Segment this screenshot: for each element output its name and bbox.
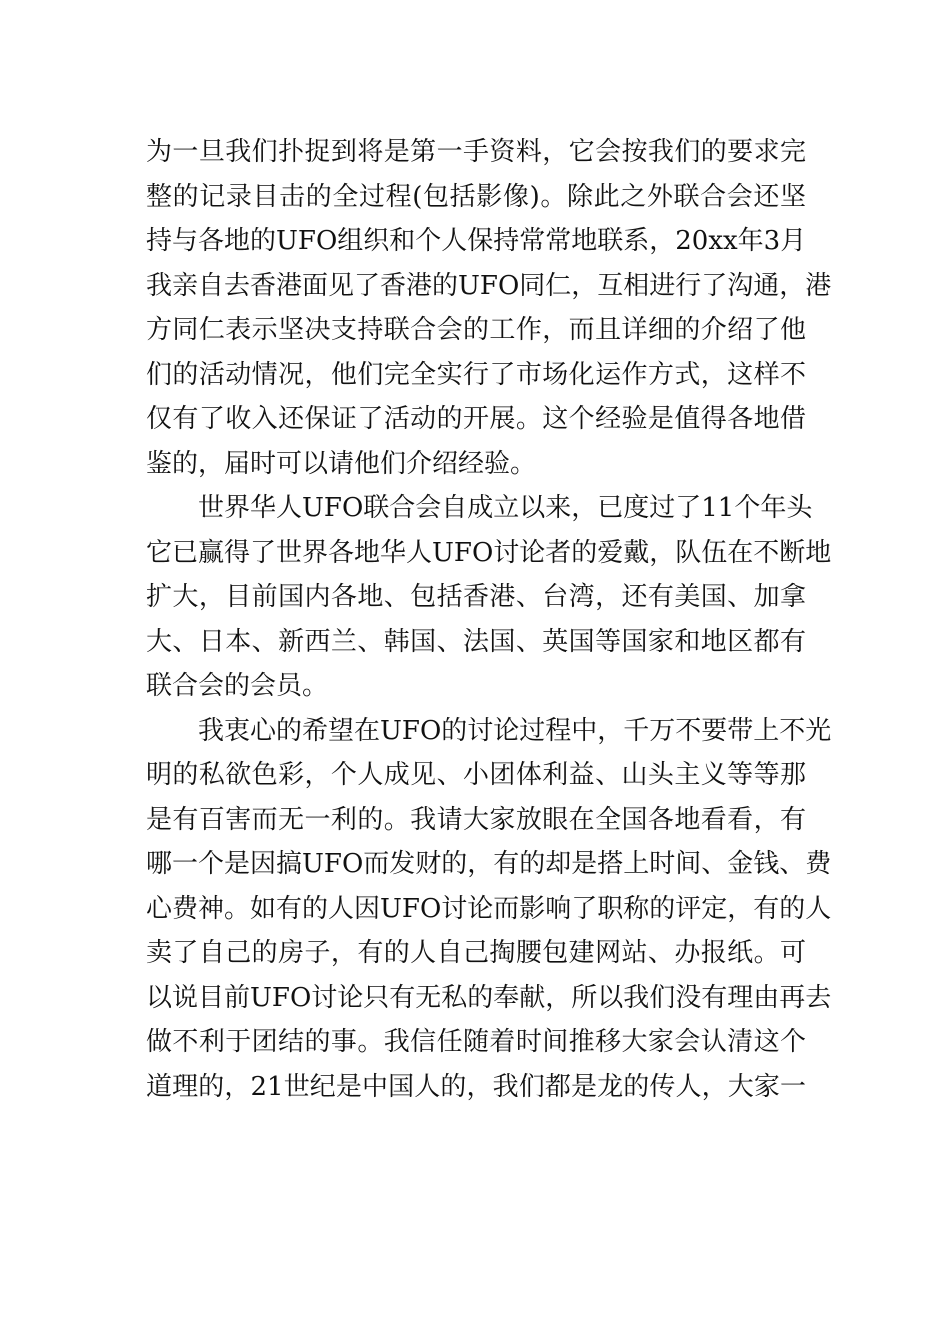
text-line: 明的私欲色彩，个人成见、小团体利益、山头主义等等那 xyxy=(146,760,806,790)
text-line: 鉴的，届时可以请他们介绍经验。 xyxy=(146,448,537,479)
text-line: 整的记录目击的全过程(包括影像)。除此之外联合会还坚 xyxy=(146,181,806,212)
text-line: 我亲自去香港面见了香港的UFO同仁，互相进行了沟通，港 xyxy=(146,270,832,301)
text-line: 方同仁表示坚决支持联合会的工作，而且详细的介绍了他 xyxy=(146,315,806,345)
text-line: 做不利于团结的事。我信任随着时间推移大家会认清这个 xyxy=(146,1027,806,1057)
paragraph-2 xyxy=(146,486,832,709)
paragraph-1 xyxy=(146,130,832,486)
text-line: 大、日本、新西兰、韩国、法国、英国等国家和地区都有 xyxy=(146,626,806,657)
text-line: 哪一个是因搞UFO而发财的，有的却是搭上时间、金钱、费 xyxy=(146,849,832,879)
text-line: 心费神。如有的人因UFO讨论而影响了职称的评定，有的人 xyxy=(146,893,832,924)
text-line: 为一旦我们扑捉到将是第一手资料，它会按我们的要求完 xyxy=(146,137,806,167)
paragraph-3 xyxy=(146,709,832,1110)
text-line: 们的活动情况，他们完全实行了市场化运作方式，这样不 xyxy=(146,359,806,390)
text-line: 仅有了收入还保证了活动的开展。这个经验是值得各地借 xyxy=(146,404,806,434)
text-line: 卖了自己的房子，有的人自己掏腰包建网站、办报纸。可 xyxy=(146,938,806,968)
text-line: 持与各地的UFO组织和个人保持常常地联系，20xx年3月 xyxy=(146,226,807,256)
text-line: 世界华人UFO联合会自成立以来，已度过了11个年头 xyxy=(198,493,813,523)
text-line: 扩大，目前国内各地、包括香港、台湾，还有美国、加拿 xyxy=(146,582,806,612)
text-line: 道理的，21世纪是中国人的，我们都是龙的传人，大家一 xyxy=(146,1071,806,1102)
text-line: 是有百害而无一利的。我请大家放眼在全国各地看看，有 xyxy=(146,804,806,835)
text-line: 以说目前UFO讨论只有无私的奉献，所以我们没有理由再去 xyxy=(146,982,832,1013)
text-line: 它已赢得了世界各地华人UFO讨论者的爱戴，队伍在不断地 xyxy=(146,537,832,568)
text-line: 我衷心的希望在UFO的讨论过程中，千万不要带上不光 xyxy=(198,715,832,746)
document-body xyxy=(146,130,832,1109)
text-line: 联合会的会员。 xyxy=(146,671,329,701)
